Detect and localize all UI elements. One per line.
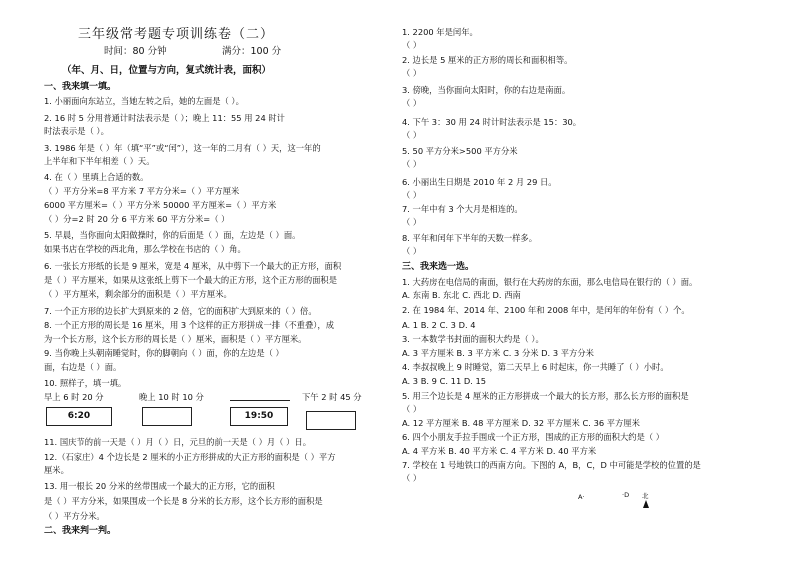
question-line: 2. 16 时 5 分用普通计时法表示是（ ）；晚上 11：55 用 24 时计 — [44, 113, 285, 123]
question-line: 为一个长方形，这个长方形的周长是（ ）厘米，面积是（ ）平方厘米。 — [44, 334, 307, 344]
question-line: 如果书店在学校的西北角，那么学校在书店的（ ）角。 — [44, 244, 246, 254]
question-line: 1. 小丽面向东站立，当她左转之后，她的左面是（ ）。 — [44, 96, 244, 106]
answer-paren[interactable]: （ ） — [402, 190, 422, 200]
question-line: 是（ ）平方分米，如果围成一个长是 8 分米的长方形，这个长方形的面积是 — [44, 496, 323, 506]
answer-paren[interactable]: （ ） — [402, 130, 422, 140]
map-point-a: A· — [578, 493, 585, 501]
judge-item: 7. 一年中有 3 个大月是相连的。 — [402, 204, 523, 214]
choice-question: 4. 李叔叔晚上 9 时睡觉，第二天早上 6 时起床，你一共睡了（ ）小时。 — [402, 362, 669, 372]
question-line: 5. 早晨，当你面向太阳做操时，你的后面是（ ）面，左边是（ ）面。 — [44, 230, 301, 240]
question-line: 7. 一个正方形的边长扩大到原来的 2 倍，它的面积扩大到原来的（ ）倍。 — [44, 306, 317, 316]
choice-options: A. 东南 B. 东北 C. 西北 D. 西南 — [402, 290, 521, 300]
choice-question: 3. 一本数学书封面的面积大约是（ ）。 — [402, 334, 544, 344]
choice-options: A. 4 平方米 B. 40 平方米 C. 4 平方米 D. 40 平方米 — [402, 446, 597, 456]
question-line: 时法表示是（ ）。 — [44, 126, 109, 136]
question-line: 12.（石家庄）4 个边长是 2 厘米的小正方形拼成的大正方形的面积是（ ）平方 — [44, 452, 336, 462]
question-line: （ ）平方分米=8 平方米 7 平方分米=（ ）平方厘米 — [44, 186, 240, 196]
judge-item: 6. 小丽出生日期是 2010 年 2 月 29 日。 — [402, 177, 557, 187]
judge-item: 8. 平年和闰年下半年的天数一样多。 — [402, 233, 538, 243]
choice-options: A. 3 B. 9 C. 11 D. 15 — [402, 376, 487, 386]
clock-label-afternoon: 下午 2 时 45 分 — [302, 392, 362, 402]
judge-item: 5. 50 平方分米>500 平方分米 — [402, 146, 518, 156]
choice-options: A. 12 平方厘米 B. 48 平方厘米 D. 32 平方厘米 C. 36 平方厘米 — [402, 418, 640, 428]
question-line: 是（ ）平方厘米，如果从这张纸上剪下一个最大的正方形，这个正方形的面积是 — [44, 275, 338, 285]
north-arrow-icon — [643, 500, 649, 508]
question-line: 8. 一个正方形的周长是 16 厘米，用 3 个这样的正方形拼成一排（不重叠），成 — [44, 320, 334, 330]
judge-item: 4. 下午 3：30 用 24 时计时法表示是 15：30。 — [402, 117, 582, 127]
section-fill-in-title: 一、我来填一填。 — [44, 82, 117, 92]
question-line: （ ）平方厘米，剩余部分的面积是（ ）平方厘米。 — [44, 289, 232, 299]
digital-clock-3: 19:50 — [230, 407, 288, 426]
answer-paren[interactable]: （ ） — [402, 246, 422, 256]
question-line: 11. 国庆节的前一天是（ ）月（ ）日，元旦的前一天是（ ）月（ ）日。 — [44, 437, 311, 447]
question-line: 3. 1986 年是（ ）年（填“平”或“闰”），这一年的二月有（ ）天，这一年的 — [44, 143, 321, 153]
question-line: （ ）分=2 时 20 分 6 平方米 60 平方分米=（ ） — [44, 214, 230, 224]
digital-clock-2[interactable] — [142, 407, 192, 426]
answer-paren[interactable]: （ ） — [402, 159, 422, 169]
section-judge-title: 二、我来判一判。 — [44, 526, 117, 536]
question-line: 6. 一张长方形纸的长是 9 厘米，宽是 4 厘米，从中剪下一个最大的正方形，面积 — [44, 261, 342, 271]
map-point-d: ·D — [622, 491, 630, 499]
answer-paren[interactable]: （ ） — [402, 98, 422, 108]
choice-question: 6. 四个小朋友手拉手围成一个正方形，围成的正方形的面积大约是（ ） — [402, 432, 665, 442]
digital-clock-4[interactable] — [306, 411, 356, 430]
exam-scope: （年、月、日，位置与方向，复式统计表，面积） — [62, 65, 272, 76]
clock-label-morning: 早上 6 时 20 分 — [44, 392, 104, 402]
answer-paren[interactable]: （ ） — [402, 40, 422, 50]
choice-options: A. 3 平方厘米 B. 3 平方米 C. 3 分米 D. 3 平方分米 — [402, 348, 594, 358]
answer-paren[interactable]: （ ） — [402, 217, 422, 227]
choice-question: 5. 用三个边长是 4 厘米的正方形拼成一个最大的长方形，那么长方形的面积是 — [402, 391, 689, 401]
judge-item: 3. 傍晚，当你面向太阳时，你的右边是南面。 — [402, 85, 571, 95]
choice-options: A. 1 B. 2 C. 3 D. 4 — [402, 320, 476, 330]
question-line: 上半年和下半年相差（ ）天。 — [44, 156, 155, 166]
question-line: 9. 当你晚上头朝南睡觉时，你的脚朝向（ ）面，你的左边是（ ） — [44, 348, 284, 358]
question-line: 厘米。 — [44, 465, 69, 475]
answer-paren[interactable]: （ ） — [402, 404, 422, 414]
answer-paren[interactable]: （ ） — [402, 68, 422, 78]
question-line: 13. 用一根长 20 分米的丝带围成一个最大的正方形，它的面积 — [44, 481, 275, 491]
judge-item: 1. 2200 年是闰年。 — [402, 27, 478, 37]
exam-score: 满分：100 分 — [222, 46, 282, 57]
exam-time: 时间：80 分钟 — [104, 46, 167, 57]
section-choose-title: 三、我来选一选。 — [402, 262, 475, 272]
page-title: 三年级常考题专项训练卷（二） — [78, 27, 275, 42]
choice-question: 2. 在 1984 年、2014 年、2100 年和 2008 年中，是闰年的年份有（ ）个。 — [402, 305, 690, 315]
clock-label-blank — [230, 400, 290, 401]
judge-item: 2. 边长是 5 厘米的正方形的周长和面积相等。 — [402, 55, 573, 65]
question-line: 面，右边是（ ）面。 — [44, 362, 122, 372]
choice-question: 1. 大药房在电信局的南面，银行在大药房的东面，那么电信局在银行的（ ）面。 — [402, 277, 698, 287]
question-line: 6000 平方厘米=（ ）平方分米 50000 平方厘米=（ ）平方米 — [44, 200, 277, 210]
choice-question: 7. 学校在 1 号地铁口的西南方向。下图的 A，B，C，D 中可能是学校的位置的是 — [402, 460, 701, 470]
question-line: （ ）平方分米。 — [44, 511, 105, 521]
question-line: 4. 在（ ）里填上合适的数。 — [44, 172, 149, 182]
question-line: 10. 照样子，填一填。 — [44, 378, 127, 388]
answer-paren[interactable]: （ ） — [402, 473, 422, 483]
clock-label-evening: 晚上 10 时 10 分 — [139, 392, 204, 402]
digital-clock-1: 6:20 — [46, 407, 112, 426]
north-label: 北 — [642, 492, 649, 500]
